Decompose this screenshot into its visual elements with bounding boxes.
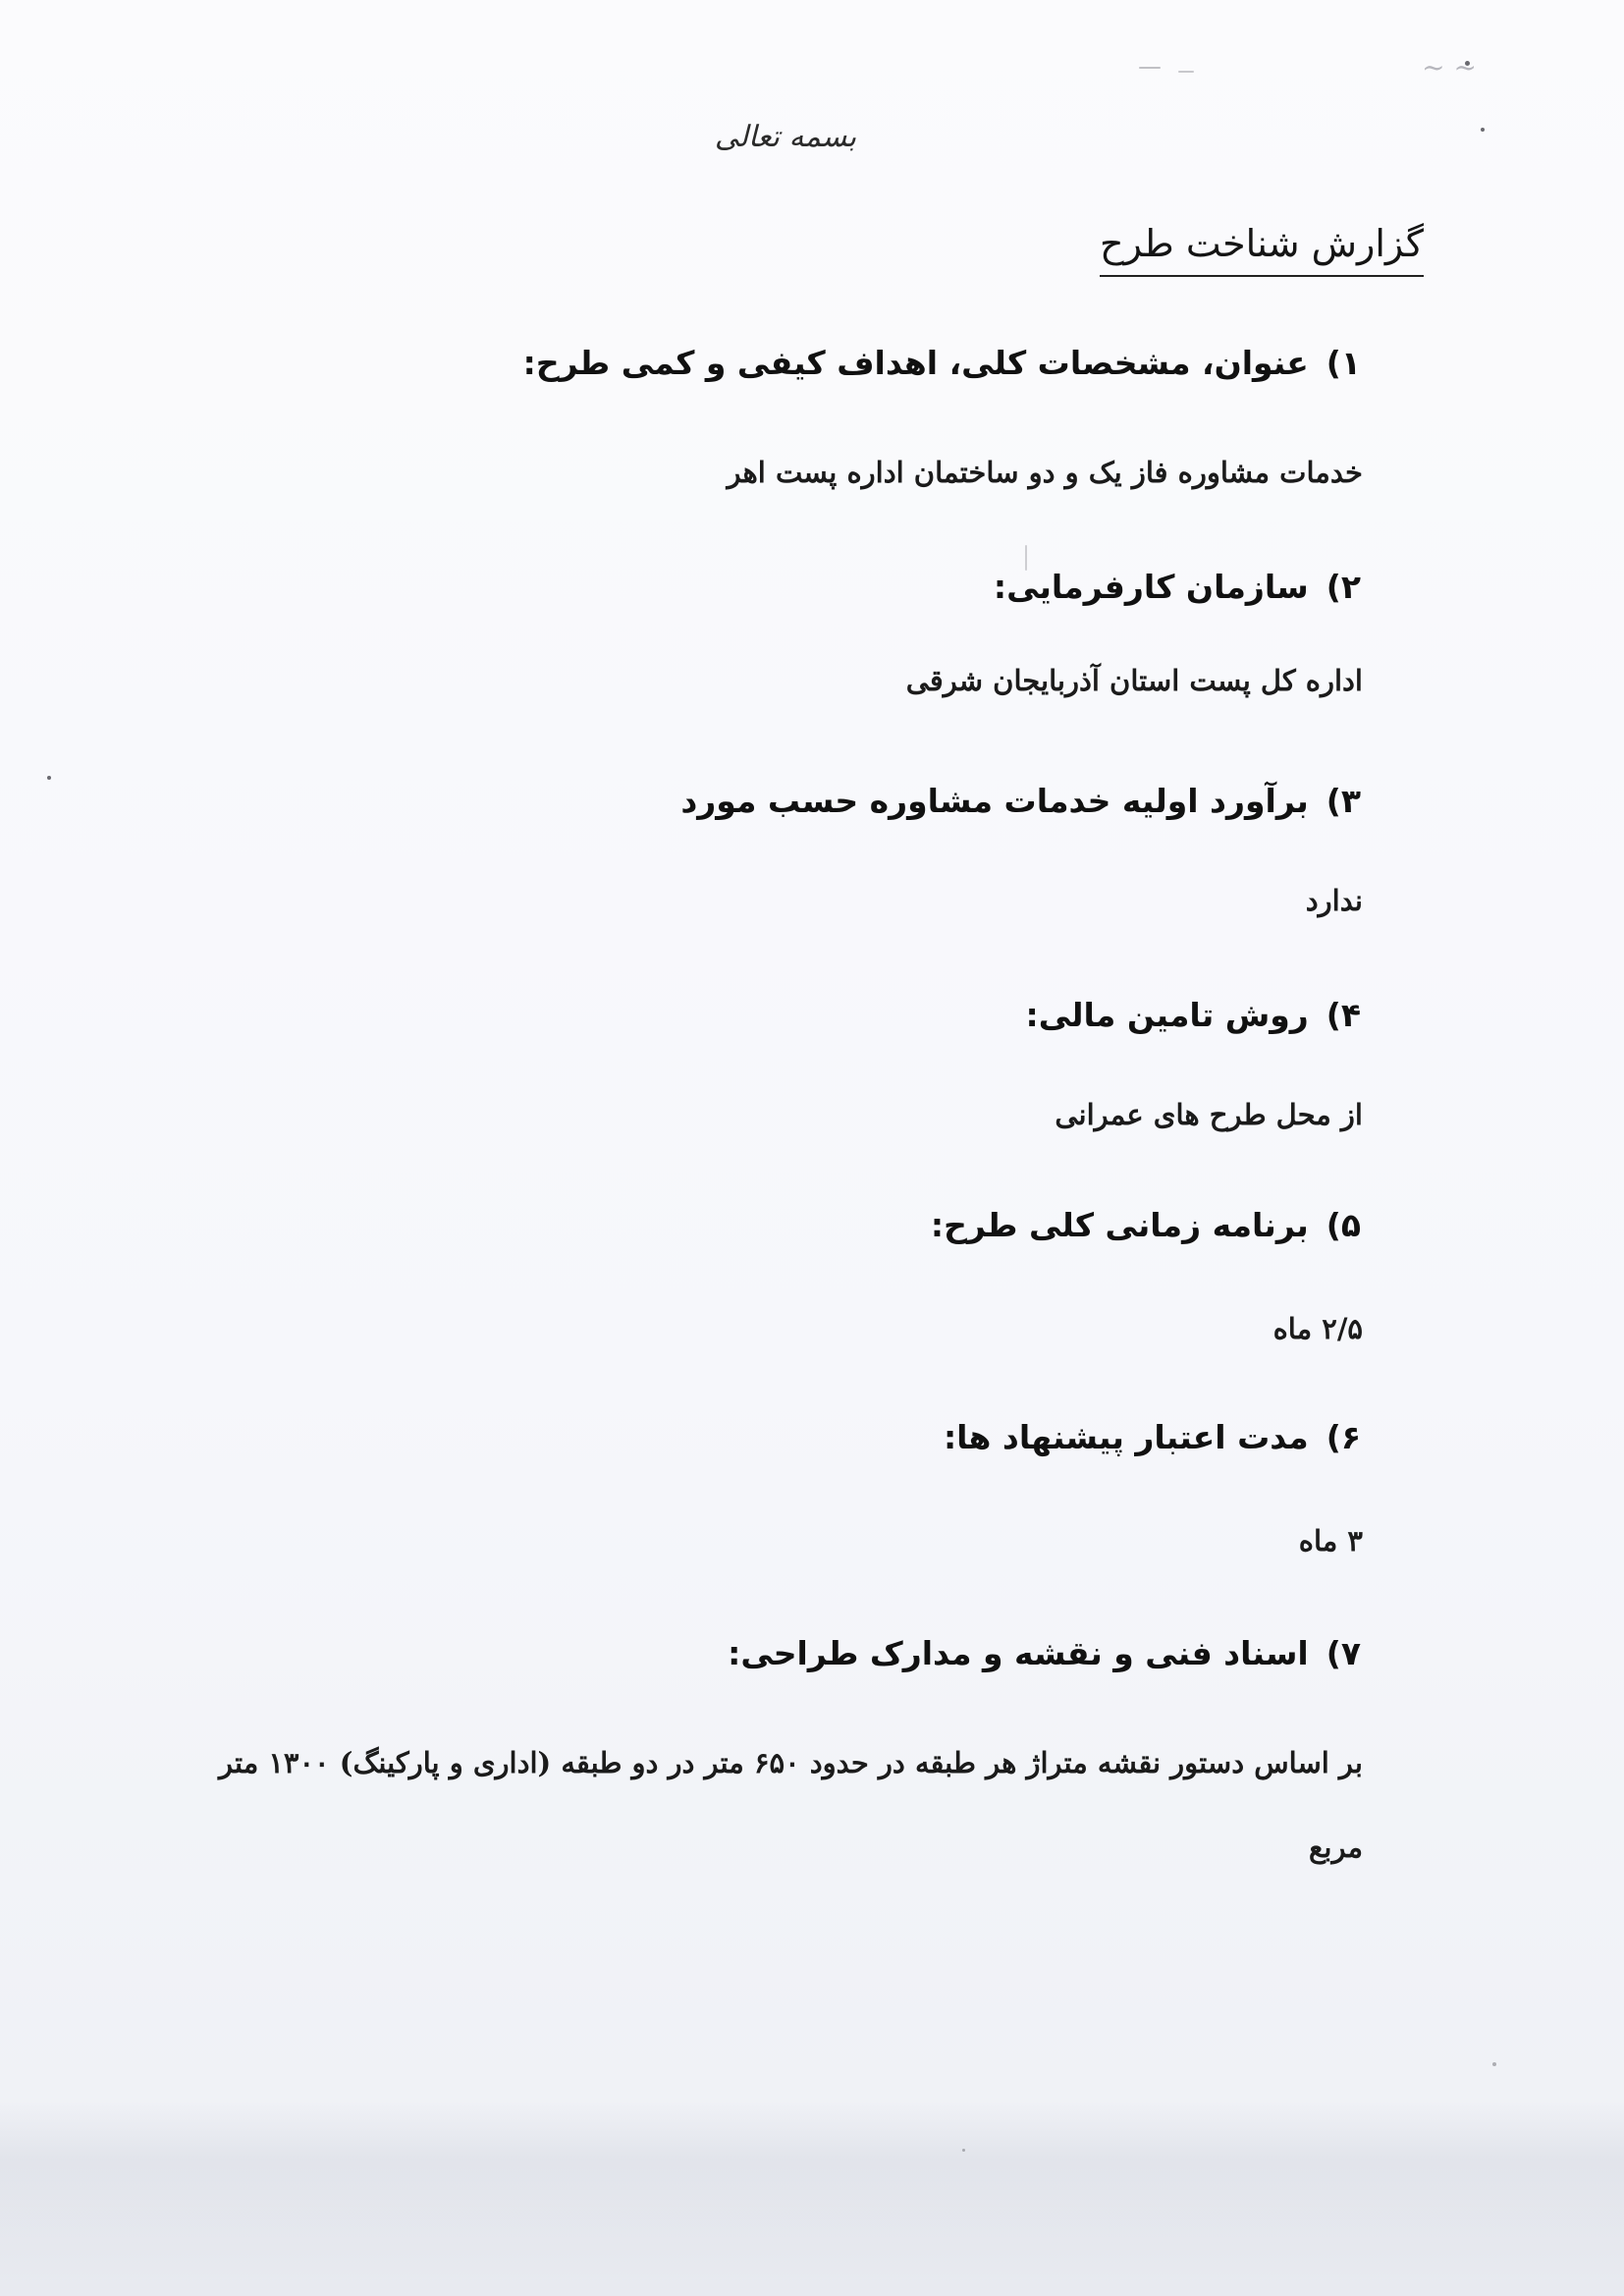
corner-scribble: ~ ~: [1422, 51, 1477, 83]
section-heading-text: اسناد فنی و نقشه و مدارک طراحی:: [728, 1634, 1309, 1672]
scan-speck: [1139, 67, 1161, 69]
section-heading-text: برنامه زمانی کلی طرح:: [930, 1206, 1309, 1244]
section-3-content: ندارد: [1305, 884, 1363, 917]
section-heading-text: روش تامین مالی:: [1025, 996, 1309, 1034]
section-2-content: اداره کل پست استان آذربایجان شرقی: [905, 664, 1363, 697]
section-7-content: بر اساس دستور نقشه متراژ هر طبقه در حدود ۶۵۰ متر در دو طبقه (اداری و پارکینگ) ۱۳۰۰ متر مربع: [218, 1746, 1363, 1864]
section-2-heading: [994, 568, 1361, 606]
section-6-content: ۳ ماه: [1298, 1524, 1363, 1558]
invocation-heading: بسمه تعالی: [714, 120, 857, 154]
scan-speck: [47, 776, 51, 780]
section-number: ۳): [1326, 782, 1361, 820]
section-heading-text: مدت اعتبار پیشنهاد ها:: [943, 1418, 1309, 1456]
section-number: ۴): [1326, 996, 1361, 1034]
section-4-content: از محل طرح های عمرانی: [1055, 1098, 1363, 1131]
report-title: گزارش شناخت طرح: [1100, 222, 1424, 277]
section-5-content: ۲/۵ ماه: [1272, 1312, 1363, 1345]
section-3-heading: [680, 782, 1361, 820]
section-heading-text: عنوان، مشخصات کلی، اهداف کیفی و کمی طرح:: [522, 344, 1309, 382]
section-number: ۶): [1326, 1418, 1361, 1456]
scan-shadow: [0, 2102, 1624, 2296]
section-5-heading: [931, 1206, 1361, 1244]
section-1-heading: [523, 344, 1361, 382]
section-number: ۲): [1326, 568, 1361, 606]
section-1-content: خدمات مشاوره فاز یک و دو ساختمان اداره پست اهر: [727, 456, 1363, 489]
section-number: ۵): [1326, 1206, 1361, 1244]
section-heading-text: برآورد اولیه خدمات مشاوره حسب مورد: [680, 782, 1309, 820]
section-number: ۷): [1326, 1634, 1361, 1672]
section-4-heading: [1026, 996, 1361, 1034]
scan-speck: [1481, 128, 1485, 132]
section-number: ۱): [1326, 344, 1361, 382]
section-heading-text: سازمان کارفرمایی:: [993, 568, 1309, 606]
scan-speck: [1492, 2062, 1496, 2066]
section-7-heading: [728, 1634, 1361, 1672]
scan-speck: [962, 2149, 965, 2152]
scan-speck: [1178, 71, 1194, 73]
section-6-heading: [944, 1418, 1361, 1456]
